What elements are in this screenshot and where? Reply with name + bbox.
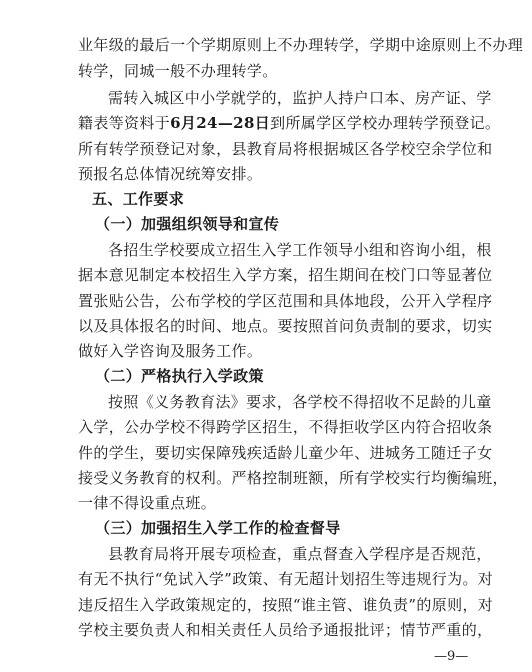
text-line: 转学，同城一般不办理转学。 <box>78 62 278 80</box>
text-line: 学校主要负责人和相关责任人员给予通报批评；情节严重的， <box>78 621 493 639</box>
subsection-heading: （二）严格执行入学政策 <box>95 367 264 385</box>
text-line: 以及具体报名的时间、地点。要按照首问负责制的要求，切实 <box>78 317 493 335</box>
section-heading: 五、工作要求 <box>92 190 185 208</box>
subsection-heading: （一）加强组织领导和宣传 <box>95 215 280 233</box>
text-span: 到所属学区学校办理转学预登记。 <box>270 114 501 132</box>
text-line: 做好入学咨询及服务工作。 <box>78 342 263 360</box>
text-span: 籍表等资料于 <box>78 114 171 132</box>
text-line: 按照《义务教育法》要求，各学校不得招收不足龄的儿童 <box>108 393 492 411</box>
text-line: 违反招生入学政策规定的，按照“谁主管、谁负责”的原则，对 <box>78 596 494 614</box>
text-line: 预报名总体情况统筹安排。 <box>78 165 263 183</box>
text-line: 一律不得设重点班。 <box>78 494 217 512</box>
text-line-with-date <box>78 113 500 133</box>
text-line: 需转入城区中小学就学的，监护人持户口本、房产证、学 <box>108 89 492 107</box>
text-line: 接受义务教育的权利。严格控制班额，所有学校实行均衡编班， <box>78 469 508 487</box>
text-line: 据本意见制定本校招生入学方案，招生期间在校门口等显著位 <box>78 266 493 284</box>
subsection-heading: （三）加强招生入学工作的检查督导 <box>95 519 341 537</box>
text-line: 件的学生，要切实保障残疾适龄儿童少年、进城务工随迁子女 <box>78 444 493 462</box>
text-line: 业年级的最后一个学期原则上不办理转学，学期中途原则上不办理 <box>78 36 524 54</box>
text-line: 县教育局将开展专项检查，重点督查入学程序是否规范， <box>108 545 492 563</box>
text-line: 置张贴公告，公布学校的学区范围和具体地段，公开入学程序 <box>78 292 493 310</box>
text-line: 各招生学校要成立招生入学工作领导小组和咨询小组，根 <box>108 241 492 259</box>
text-line: 有无不执行“免试入学”政策、有无超计划招生等违规行为。对 <box>78 570 494 588</box>
text-line: 所有转学预登记对象，县教育局将根据城区各学校空余学位和 <box>78 140 493 158</box>
registration-date: 6月24—28日 <box>170 114 271 132</box>
text-line: 入学，公办学校不得跨学区招生，不得拒收学区内符合招收条 <box>78 418 493 436</box>
page-number: —9— <box>434 649 469 664</box>
